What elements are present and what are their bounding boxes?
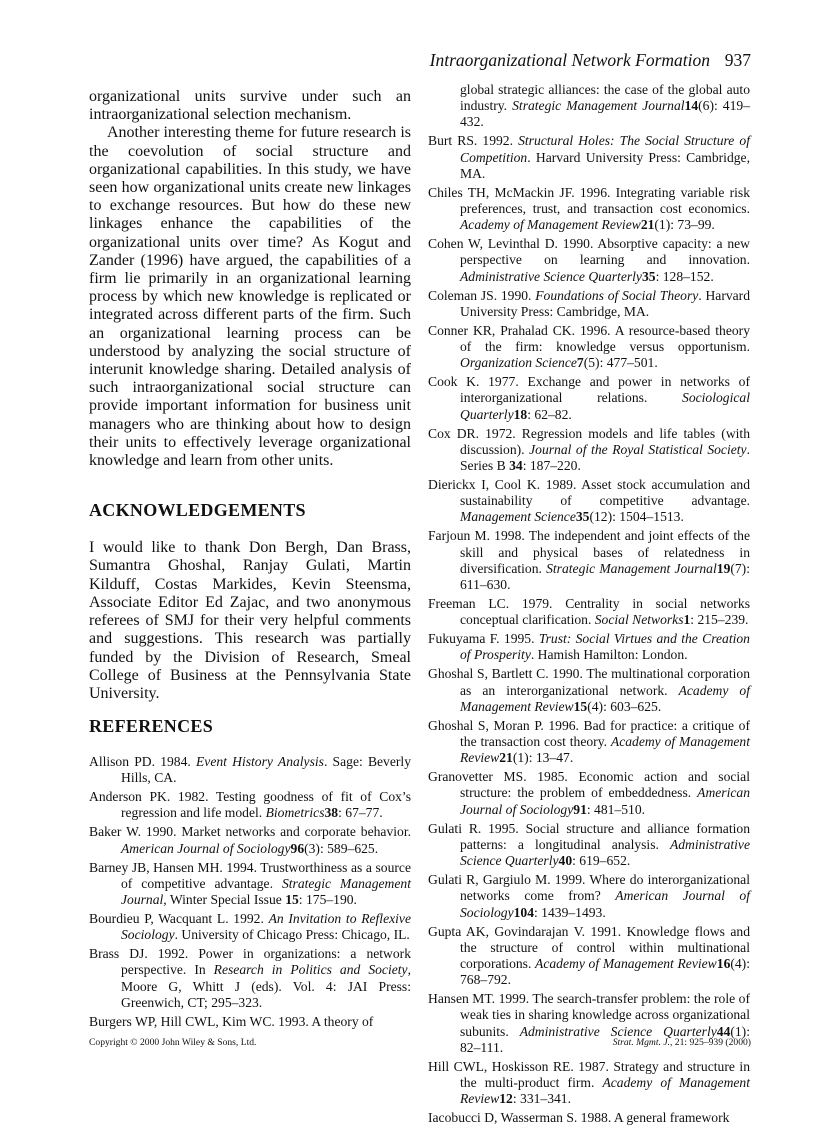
reference-text: Granovetter MS. 1985. Economic action and social structure: the problem of embeddedness. (428, 769, 750, 801)
reference-text: (5): 477–501. (583, 355, 658, 371)
reference-entry (428, 666, 750, 715)
reference-title: Administrative Science Quarterly (519, 1023, 717, 1039)
reference-title: Structural Holes: The Social Structure of Competition (460, 133, 750, 165)
body-paragraph: Another interesting theme for future research is the coevolution of social structure and organizational capabilities. In this study, we have seen how organizational units create new linkages to exchange resources. But how do these new linkages enhance the capabilities of the organizational units over time? As Kogut and Zander (1996) have argued, the capabilities of a firm lie primarily in an organizational learning process by which new knowledge is replicated or integrated across different parts of the firm. Such an organizational learning process can be understood by analyzing the social structure of interunit knowledge sharing. Detailed analysis of such intraorganizational social structure can provide important information for business unit managers who are thinking about how to design their units to effectively leverage organizational knowledge and learn from other units. (89, 124, 411, 470)
reference-text: Conner KR, Prahalad CK. 1996. A resource-based theory of the firm: knowledge versus opportunism. (428, 322, 750, 355)
reference-text: . Hamish Hamilton: London. (530, 647, 688, 663)
reference-text: Barney JB, Hansen MH. 1994. Trustworthiness as a source of competitive advantage. (89, 859, 411, 891)
reference-entry (428, 426, 750, 475)
reference-text: (12): 1504–1513. (589, 509, 684, 525)
reference-volume: 21 (640, 217, 655, 233)
reference-entry (428, 236, 750, 285)
reference-title: Academy of Management Review (460, 682, 750, 714)
reference-title: Foundations of Social Theory (535, 287, 699, 303)
acknowledgements-heading: ACKNOWLEDGEMENTS (89, 500, 306, 520)
reference-text: Allison PD. 1984. (89, 754, 196, 769)
reference-text: Farjoun M. 1998. The independent and joint effects of the skill and physical bases of relatedness in diversification. (428, 528, 750, 576)
reference-text: Cohen W, Levinthal D. 1990. Absorptive capacity: a new perspective on learning and innovation. (428, 236, 750, 268)
reference-text: (7): 611–630. (460, 560, 750, 593)
reference-text: Gupta AK, Govindarajan V. 1991. Knowledge flows and the structure of control within multinational corporations. (428, 923, 750, 971)
reference-text: (4): 603–625. (587, 698, 662, 714)
reference-text: , Moore G, Whitt J (eds). Vol. 4: JAI Press: Greenwich, CT; 295–323. (121, 962, 411, 1010)
reference-text: (1): 73–99. (654, 217, 715, 233)
reference-title: Biometrics (265, 805, 325, 821)
running-title: Intraorganizational Network Formation (429, 50, 710, 70)
reference-entry (428, 185, 750, 234)
reference-volume: 91 (573, 801, 587, 817)
reference-entry (428, 872, 750, 921)
reference-entry (428, 477, 750, 526)
reference-title: American Journal of Sociology (460, 888, 750, 920)
reference-volume: 35 (641, 268, 656, 284)
reference-volume: 44 (716, 1023, 731, 1039)
reference-entry (89, 860, 411, 909)
reference-text: , Winter Special Issue (163, 892, 286, 908)
reference-volume: 104 (513, 904, 534, 920)
reference-entry (89, 1014, 411, 1030)
reference-text: : 215–239. (690, 612, 749, 628)
reference-text: Gulati R. 1995. Social structure and alliance formation patterns: a longitudinal analysis. (428, 820, 750, 852)
reference-text: Ghoshal S, Moran P. 1996. Bad for practice: a critique of the transaction cost theory. (428, 717, 750, 750)
reference-entry (428, 596, 750, 628)
reference-entry (428, 821, 750, 870)
reference-title: Administrative Science Quarterly (460, 836, 750, 869)
reference-text: : 1439–1493. (534, 904, 606, 920)
reference-title: Strategic Management Journal (546, 560, 717, 576)
reference-title: Academy of Management Review (460, 734, 750, 766)
reference-text: : 187–220. (522, 458, 581, 474)
reference-entry (428, 924, 750, 989)
reference-text: Baker W. 1990. Market networks and corporate behavior. (89, 824, 411, 840)
reference-volume: 34 (509, 458, 523, 474)
reference-text: Burt RS. 1992. (428, 133, 519, 149)
reference-text: . Series B (460, 441, 750, 474)
reference-text: Iacobucci D, Wasserman S. 1988. A general framework (428, 1110, 730, 1126)
reference-title: Strategic Management Journal (121, 875, 411, 908)
reference-text: (1): 13–47. (512, 750, 574, 766)
reference-text: . Harvard University Press: Cambridge, MA. (460, 287, 751, 319)
reference-text: : 67–77. (338, 805, 383, 821)
reference-title: American Journal of Sociology (460, 785, 750, 817)
reference-entry (428, 374, 750, 423)
reference-text: Fukuyama F. 1995. (428, 631, 539, 647)
reference-title: American Journal of Sociology (121, 840, 291, 856)
citation-footer (613, 1037, 751, 1048)
reference-title: Research in Politics and Society (213, 962, 408, 978)
reference-text: Coleman JS. 1990. (428, 287, 536, 303)
reference-text: Hansen MT. 1999. The search-transfer problem: the role of weak ties in sharing knowledge across organizational subunits. (428, 991, 750, 1039)
reference-text: Bourdieu P, Wacquant L. 1992. (89, 911, 269, 927)
reference-text: Brass DJ. 1992. Power in organizations: a network perspective. In (89, 946, 411, 978)
reference-text: : 331–341. (512, 1091, 571, 1107)
reference-volume: 21 (499, 750, 513, 766)
reference-volume: 38 (324, 805, 339, 821)
reference-text: : 619–652. (572, 853, 631, 869)
reference-text: Chiles TH, McMackin JF. 1996. Integrating variable risk preferences, trust, and transaction cost economics. (428, 184, 750, 217)
reference-volume: 15 (573, 698, 588, 714)
reference-volume: 40 (558, 853, 573, 869)
reference-text: : 481–510. (586, 801, 646, 817)
reference-entry (89, 789, 411, 821)
reference-volume: 18 (513, 406, 528, 422)
reference-text: (4): 768–792. (460, 955, 750, 988)
reference-text: Gulati R, Gargiulo M. 1999. Where do interorganizational networks come from? (428, 872, 750, 904)
reference-text: Burgers WP, Hill CWL, Kim WC. 1993. A theory of (89, 1013, 374, 1029)
reference-volume: 15 (285, 892, 299, 908)
reference-entry (428, 1059, 750, 1108)
reference-text: (6): 419–432. (460, 98, 750, 130)
left-column-body (89, 88, 411, 470)
journal-citation: , 21: 925–939 (2000) (669, 1037, 751, 1048)
reference-title: Management Science (460, 509, 576, 525)
reference-volume: 14 (684, 98, 699, 114)
reference-text: . University of Chicago Press: Chicago, IL. (174, 927, 410, 943)
reference-entry (428, 82, 750, 131)
reference-entry (89, 946, 411, 1011)
reference-text: Dierickx I, Cool K. 1989. Asset stock accumulation and sustainability of competitive advantage. (428, 477, 750, 509)
running-header (0, 50, 837, 74)
reference-text: . Harvard University Press: Cambridge, MA. (460, 149, 750, 181)
references-heading: REFERENCES (89, 716, 214, 736)
reference-text: : 175–190. (298, 892, 357, 908)
references-list-right (428, 82, 750, 1129)
reference-text: Cox DR. 1972. Regression models and life tables (with discussion). (428, 425, 750, 457)
reference-text: Hill CWL, Hoskisson RE. 1987. Strategy and structure in the multi-product firm. (428, 1058, 750, 1090)
reference-title: Social Networks (594, 612, 684, 628)
reference-entry (428, 1110, 750, 1126)
reference-volume: 19 (716, 560, 731, 576)
reference-volume: 35 (575, 509, 590, 525)
reference-title: Organization Science (460, 355, 577, 371)
reference-text: : 62–82. (527, 406, 572, 422)
reference-entry (428, 323, 750, 372)
journal-abbrev: Strat. Mgmt. J. (612, 1037, 670, 1048)
reference-text: global strategic alliances: the case of the global auto industry. (460, 82, 750, 114)
reference-volume: 1 (683, 612, 691, 628)
acknowledgements-text: I would like to thank Don Bergh, Dan Brass, Sumantra Ghoshal, Ranjay Gulati, Martin Kilduff, Costas Markides, Kevin Steensma, Associate Editor Ed Zajac, and two anonymous referees of SMJ for their very helpful comments and suggestions. This research was partially funded by the Division of Research, Smeal College of Business at the Pennsylvania State University. (89, 539, 411, 703)
reference-title: Trust: Social Virtues and the Creation of Prosperity (460, 631, 750, 663)
reference-text: Ghoshal S, Bartlett C. 1990. The multinational corporation as an interorganizational network. (428, 666, 750, 698)
reference-title: Academy of Management Review (460, 217, 641, 233)
reference-text: . Sage: Beverly Hills, CA. (121, 754, 411, 786)
reference-title: Event History Analysis (196, 754, 324, 769)
reference-title: Journal of the Royal Statistical Society (529, 441, 747, 457)
reference-text: (1): 82–111. (460, 1023, 750, 1055)
reference-text: : 128–152. (655, 268, 714, 284)
reference-entry (89, 911, 411, 943)
reference-volume: 16 (716, 955, 731, 971)
reference-text: Anderson PK. 1982. Testing goodness of fit of Cox’s regression and life model. (89, 789, 411, 821)
reference-title: Administrative Science Quarterly (460, 268, 642, 284)
reference-entry (428, 528, 750, 593)
page-number: 937 (724, 50, 751, 70)
reference-text: (3): 589–625. (304, 840, 379, 856)
reference-title: Academy of Management Review (535, 955, 717, 971)
copyright-footer: Copyright © 2000 John Wiley & Sons, Ltd. (89, 1037, 257, 1048)
reference-text: Cook K. 1977. Exchange and power in networks of interorganizational relations. (428, 374, 750, 406)
reference-text: Freeman LC. 1979. Centrality in social networks conceptual clarification. (428, 596, 750, 628)
reference-entry (89, 754, 411, 786)
reference-entry (428, 631, 750, 663)
reference-volume: 12 (499, 1091, 513, 1107)
reference-title: Strategic Management Journal (512, 98, 685, 114)
reference-entry (89, 824, 411, 856)
reference-title: Sociological Quarterly (460, 390, 750, 422)
body-paragraph: organizational units survive under such an intraorganizational selection mechanism. (89, 88, 411, 124)
reference-title: Academy of Management Review (460, 1074, 751, 1107)
reference-entry (428, 288, 750, 320)
reference-volume: 7 (576, 355, 584, 371)
reference-title: An Invitation to Reflexive Sociology (121, 911, 411, 943)
reference-entry (428, 769, 750, 818)
reference-volume: 96 (290, 840, 305, 856)
reference-entry (428, 133, 750, 182)
references-list-left (89, 754, 411, 1033)
reference-entry (428, 718, 750, 767)
